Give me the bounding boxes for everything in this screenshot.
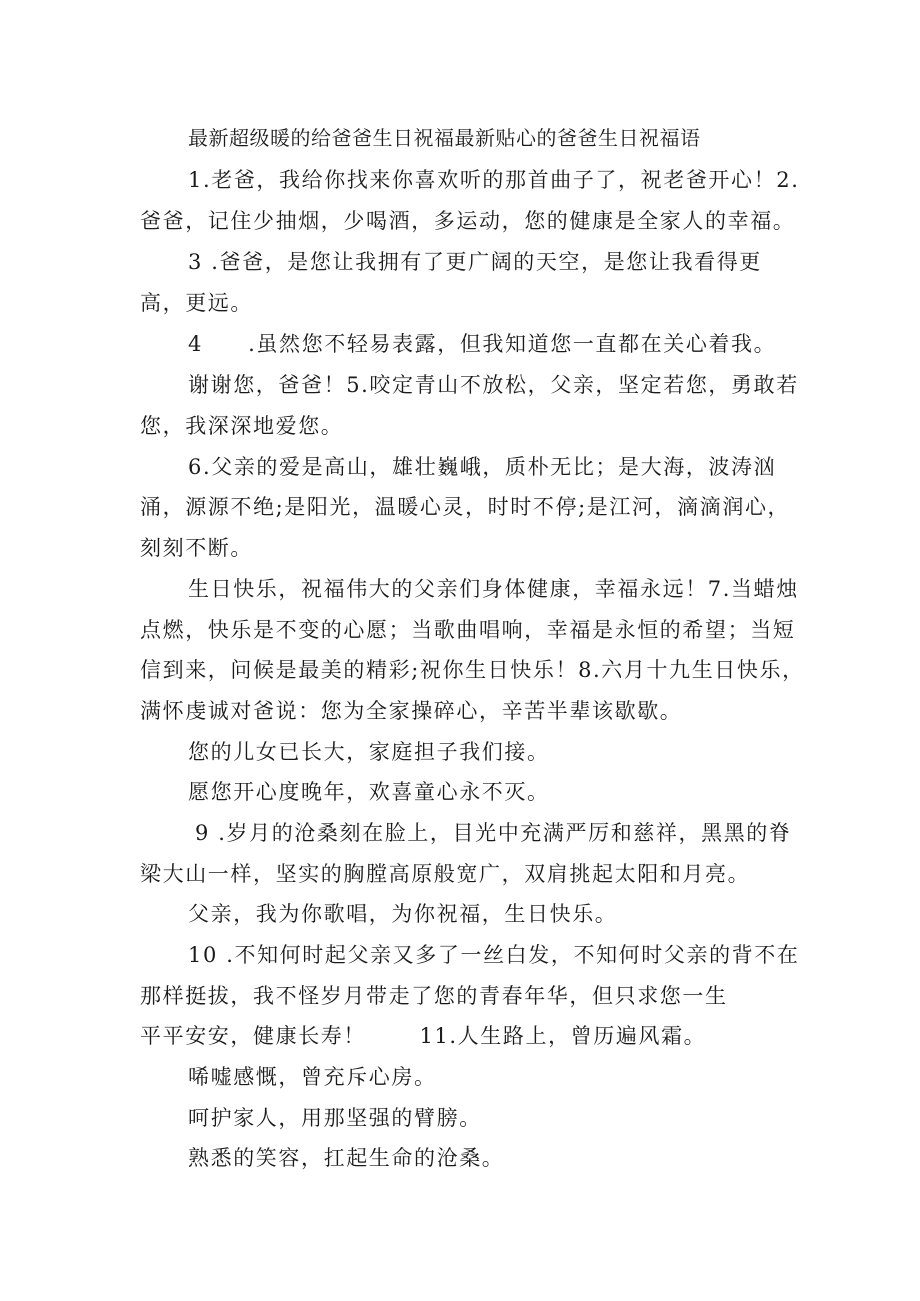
text-line: 您的儿女已长大，家庭担子我们接。 [188,740,550,764]
text-line: 4 .虽然您不轻易表露，但我知道您一直都在关心着我。 [188,332,777,356]
text-line: 10 .不知何时起父亲又多了一丝白发，不知何时父亲的背不在 [188,943,800,967]
text-line: 高，更远。 [140,291,253,315]
text-line: 9 .岁月的沧桑刻在脸上，目光中充满严厉和慈祥，黑黑的脊 [195,821,792,845]
text-line: 刻刻不断。 [140,536,253,560]
text-line: 6.父亲的爱是高山，雄壮巍峨，质朴无比；是大海，波涛汹 [188,455,777,479]
text-line: 涌，源源不绝;是阳光，温暖心灵，时时不停;是江河，滴滴润心， [140,495,791,519]
text-line: 您，我深深地爱您。 [140,414,344,438]
text-line: 父亲，我为你歌唱，为你祝福，生日快乐。 [188,902,618,926]
document-title: 最新超级暖的给爸爸生日祝福最新贴心的爸爸生日祝福语 [188,126,701,150]
text-line: 3 .爸爸，是您让我拥有了更广阔的天空，是您让我看得更 [188,250,762,274]
text-line: 梁大山一样，坚实的胸膛高原般宽广，双肩挑起太阳和月亮。 [140,862,751,886]
text-line: 平平安安，健康长寿！ 11.人生路上，曾历遍风霜。 [140,1024,707,1048]
text-line: 愿您开心度晚年，欢喜童心永不灭。 [188,780,550,804]
text-line: 点燃，快乐是不变的心愿；当歌曲唱响，幸福是永恒的希望；当短 [140,618,796,642]
text-line: 1.老爸，我给你找来你喜欢听的那首曲子了，祝老爸开心！2. [188,168,800,192]
text-line: 信到来，问候是最美的精彩;祝你生日快乐！8.六月十九生日快乐， [140,658,805,682]
text-line: 那样挺拔，我不怪岁月带走了您的青春年华，但只求您一生 [140,984,728,1008]
text-line: 唏嘘感慨，曾充斥心房。 [188,1065,437,1089]
text-line: 呵护家人，用那坚强的臂膀。 [188,1106,482,1130]
text-line: 爸爸，记住少抽烟，少喝酒，多运动，您的健康是全家人的幸福。 [140,209,796,233]
text-line: 谢谢您，爸爸！5.咬定青山不放松，父亲，坚定若您，勇敢若 [188,373,799,397]
text-line: 熟悉的笑容，扛起生命的沧桑。 [188,1146,505,1170]
text-line: 生日快乐，祝福伟大的父亲们身体健康，幸福永远！7.当蜡烛 [188,577,799,601]
text-line: 满怀虔诚对爸说：您为全家操碎心，辛苦半辈该歇歇。 [140,699,683,723]
